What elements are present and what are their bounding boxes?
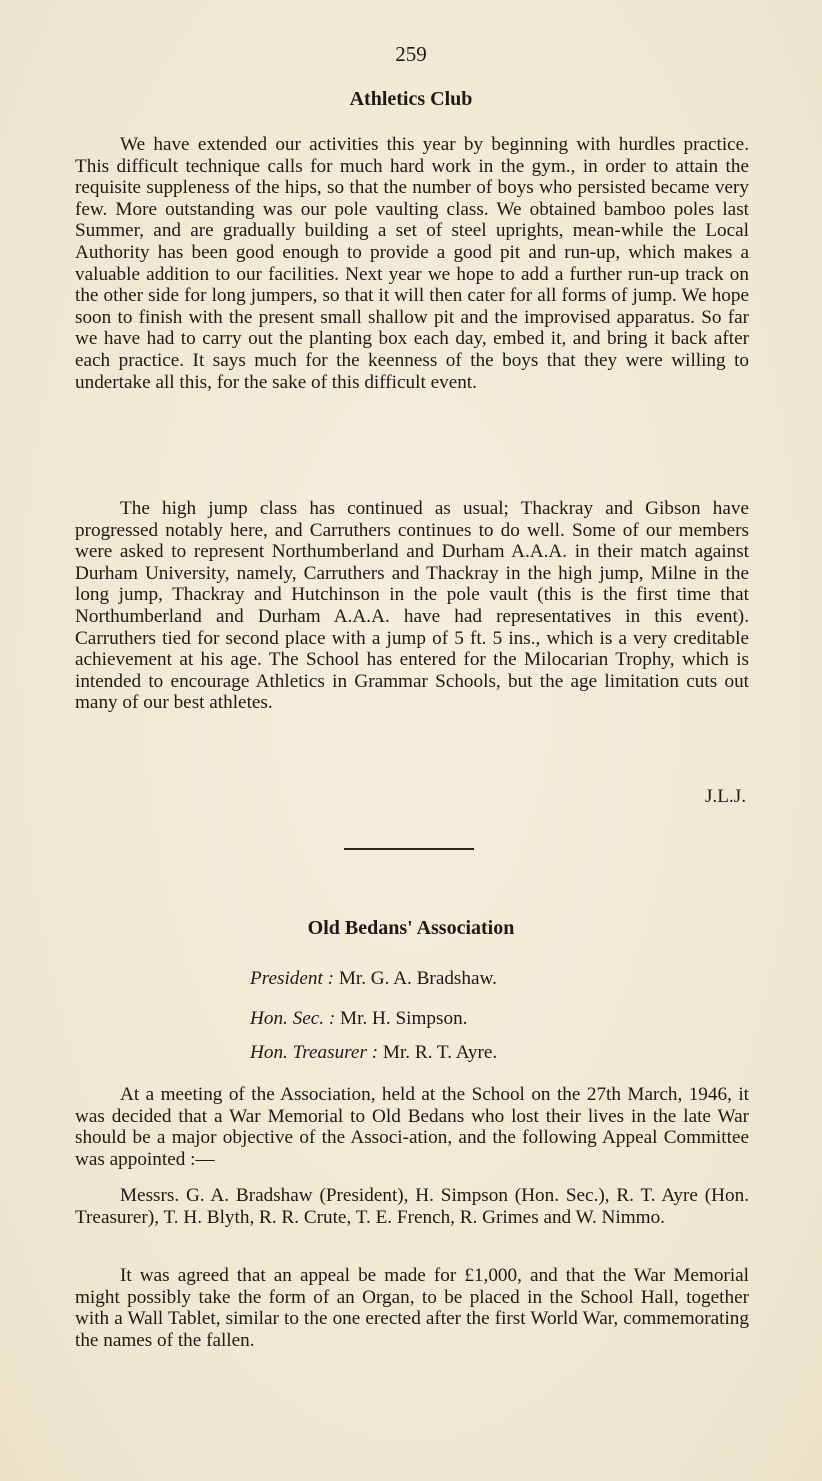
bedans-paragraph-1: At a meeting of the Association, held at the School on the 27th March, 1946, it was decided that a War Memorial to Old Bedans who lost their lives in the late War should be a major objective of the Associ-ation, and the following Appeal Committee was appointed :— (75, 1084, 749, 1170)
page-number: 259 (395, 42, 427, 66)
officer-name: Mr. H. Simpson. (340, 1008, 468, 1029)
author-signature: J.L.J. (704, 786, 746, 807)
officer-role: Hon. Sec. : (250, 1008, 336, 1029)
officer-role: Hon. Treasurer : (250, 1042, 379, 1063)
officer-president (250, 968, 497, 990)
bedans-paragraph-2: Messrs. G. A. Bradshaw (President), H. Simpson (Hon. Sec.), R. T. Ayre (Hon. Treasurer), T. H. Blyth, R. R. Crute, T. E. French, R. Grimes and W. Nimmo. (75, 1185, 749, 1228)
officer-hon-sec (250, 1008, 467, 1030)
officer-name: Mr. G. A. Bradshaw. (338, 968, 497, 989)
officer-hon-treasurer (250, 1042, 497, 1064)
athletics-paragraph-1: We have extended our activities this year by beginning with hurdles practice. This difficult technique calls for much hard work in the gym., in order to attain the requisite suppleness of the hips, so that the number of boys who persisted became very few. More outstanding was our pole vaulting class. We obtained bamboo poles last Summer, and are gradually building a set of steel uprights, mean-while the Local Authority has been good enough to provide a good pit and run-up, which makes a valuable addition to our facilities. Next year we hope to add a further run-up track on the other side for long jumpers, so that it will then cater for all forms of jump. We hope soon to finish with the present small shallow pit and the improvised apparatus. So far we have had to carry out the planting box each day, embed it, and bring it back after each practice. It says much for the keenness of the boys that they were willing to undertake all this, for the sake of this difficult event. (75, 134, 749, 393)
athletics-paragraph-2: The high jump class has continued as usual; Thackray and Gibson have progressed notably here, and Carruthers continues to do well. Some of our members were asked to represent Northumberland and Durham A.A.A. in their match against Durham University, namely, Carruthers and Thackray in the high jump, Milne in the long jump, Thackray and Hutchinson in the pole vault (this is the first time that Northumberland and Durham A.A.A. have had representatives in this event). Carruthers tied for second place with a jump of 5 ft. 5 ins., which is a very creditable achievement at his age. The School has entered for the Milocarian Trophy, which is intended to encourage Athletics in Grammar Schools, but the age limitation cuts out many of our best athletes. (75, 498, 749, 714)
officer-name: Mr. R. T. Ayre. (382, 1042, 498, 1063)
bedans-paragraph-3: It was agreed that an appeal be made for £1,000, and that the War Memorial might possibly take the form of an Organ, to be placed in the School Hall, together with a Wall Tablet, similar to the one erected after the first World War, commemorating the names of the fallen. (75, 1265, 749, 1351)
section-heading-athletics-club: Athletics Club (349, 88, 473, 110)
section-heading-old-bedans: Old Bedans' Association (307, 917, 515, 939)
officer-role: President : (250, 968, 335, 989)
section-divider (344, 848, 474, 850)
